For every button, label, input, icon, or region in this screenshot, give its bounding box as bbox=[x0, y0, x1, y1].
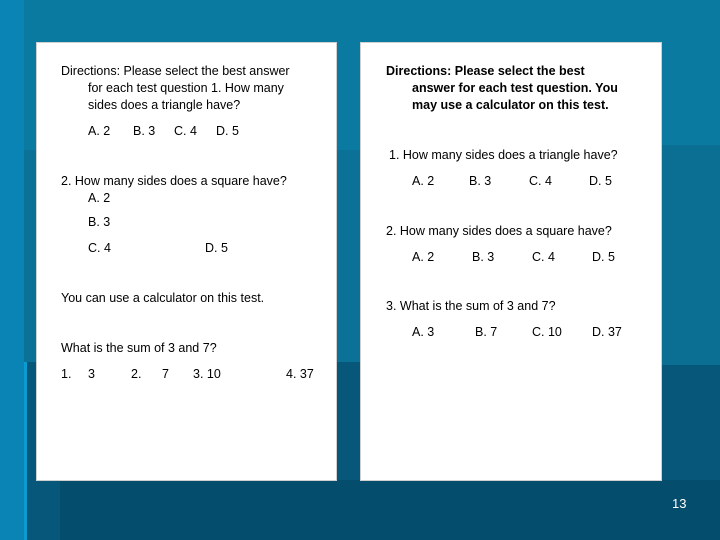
right-q1-option-c: C. 4 bbox=[529, 174, 552, 188]
left-q2-option-d: D. 5 bbox=[205, 241, 228, 255]
left-q3-option-4: 4. 37 bbox=[286, 367, 314, 381]
right-q3-option-c: C. 10 bbox=[532, 325, 562, 339]
left-q1-option-b: B. 3 bbox=[133, 124, 156, 138]
left-q1-option-a: A. 2 bbox=[88, 124, 111, 138]
right-q3-option-d: D. 37 bbox=[592, 325, 622, 339]
left-q3-option-1-val: 3 bbox=[88, 367, 95, 381]
left-directions-line-2: for each test question 1. How many bbox=[88, 81, 284, 95]
page-number: 13 bbox=[672, 496, 687, 511]
right-q2-option-d: D. 5 bbox=[592, 250, 615, 264]
right-q3-option-b: B. 7 bbox=[475, 325, 498, 339]
left-q1-option-d: D. 5 bbox=[216, 124, 239, 138]
right-q2-option-a: A. 2 bbox=[412, 250, 435, 264]
right-q1-text: 1. How many sides does a triangle have? bbox=[389, 148, 618, 162]
right-q3-text: 3. What is the sum of 3 and 7? bbox=[386, 299, 556, 313]
right-q1-option-a: A. 2 bbox=[412, 174, 435, 188]
left-directions-line-3: sides does a triangle have? bbox=[88, 98, 241, 112]
right-directions-line-1: Directions: Please select the best bbox=[386, 64, 585, 78]
left-q3-option-1-num: 1. bbox=[61, 367, 72, 381]
right-q1-option-b: B. 3 bbox=[469, 174, 492, 188]
right-q2-text: 2. How many sides does a square have? bbox=[386, 224, 612, 238]
left-q2-option-c: C. 4 bbox=[88, 241, 111, 255]
right-q2-option-c: C. 4 bbox=[532, 250, 555, 264]
right-directions-line-2: answer for each test question. You bbox=[412, 81, 618, 95]
left-q3-option-2-val: 7 bbox=[162, 367, 169, 381]
left-q2-option-a: A. 2 bbox=[88, 191, 111, 205]
left-q2-text: 2. How many sides does a square have? bbox=[61, 174, 287, 188]
right-q3-option-a: A. 3 bbox=[412, 325, 435, 339]
left-q1-option-c: C. 4 bbox=[174, 124, 197, 138]
right-q2-option-b: B. 3 bbox=[472, 250, 495, 264]
left-q3-text: What is the sum of 3 and 7? bbox=[61, 341, 217, 355]
right-q1-option-d: D. 5 bbox=[589, 174, 612, 188]
left-directions-line-1: Directions: Please select the best answer bbox=[61, 64, 290, 78]
right-directions-line-3: may use a calculator on this test. bbox=[412, 98, 609, 112]
left-q3-option-3: 3. 10 bbox=[193, 367, 221, 381]
left-q3-option-2-num: 2. bbox=[131, 367, 142, 381]
left-q2-option-b: B. 3 bbox=[88, 215, 111, 229]
left-calculator-note: You can use a calculator on this test. bbox=[61, 291, 265, 305]
